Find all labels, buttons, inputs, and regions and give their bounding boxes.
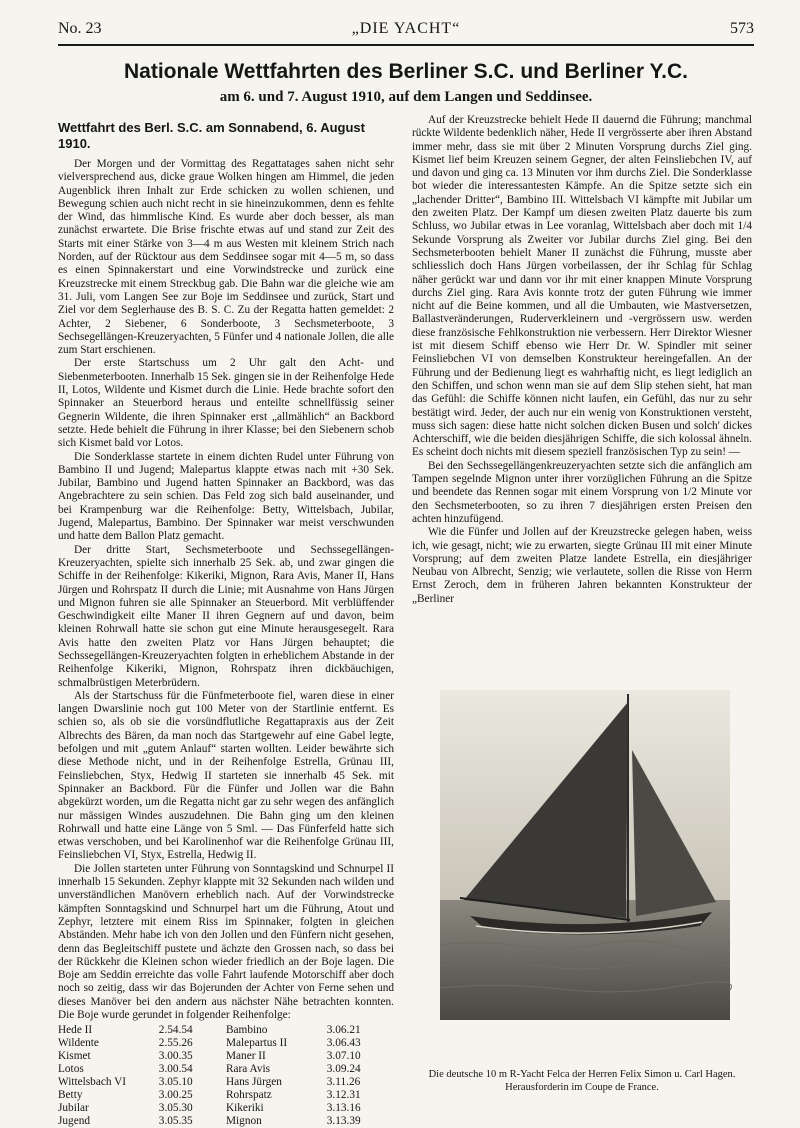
- paragraph: Bei den Sechssegellängenkreuzeryachten setzte sich die anfänglich am Tampen segelnde Mignon unter ihrer vorzüglichen Führung an die Spitze und beendete das Rennen sogar mit einem Vorsprung von 1/2 Minute vor den Sechsmeterbooten, so zu ihren 7 diesjährigen ersten Preisen den achten hinzufügend.: [412, 459, 752, 525]
- header-rule: [58, 44, 754, 46]
- boat-name: Hede II: [58, 1024, 93, 1037]
- rounding-time: 3.06.21: [326, 1024, 361, 1037]
- rounding-time: 3.00.54: [158, 1063, 193, 1076]
- rounding-time: 2.54.54: [158, 1024, 193, 1037]
- boat-name: Bambino: [225, 1024, 268, 1037]
- boat-name: Kismet: [58, 1050, 91, 1063]
- boat-name: Rohrspatz: [225, 1089, 272, 1102]
- table-row: [58, 1037, 394, 1050]
- article-subtitle: am 6. und 7. August 1910, auf dem Langen und Seddinsee.: [219, 89, 593, 105]
- boat-name: Kikeriki: [225, 1102, 264, 1115]
- rounding-time: 3.00.35: [158, 1050, 193, 1063]
- paragraph: Als der Startschuss für die Fünfmeterboote fiel, waren diese in einer langen Dwarslinie noch gut 100 Meter von der Startlinie entfernt. Es schien so, als ob sie die vorsündflutliche Regattapraxis aus der Zeit Albrechts des Bären, da man noch das Startgewehr auf eine Gabel legte, befolgen und mit „gutem Anlauf“ starten wollten. Leider bewährte sich diese Methode nicht, und in der Reihenfolge Estrella, Grünau III, Feinsliebchen, Styx, Hedwig II starteten sie innerhalb 45 Sek. mit Spinnaker an Backbord. Für die Fünfer und Jollen war die Bahn abgekürzt worden, um die Regatta nicht gar zu sehr wegen des anfänglich nur mässigen Windes auszudehnen. Die Bahn ging um den kleinen Rohrwall und hatte eine Länge von 5 Sml. — Das Fünferfeld hatte sich etwas verschoben, und bei Karolinenhof war die Reihenfolge Grünau III, Feinsliebchen VI, Styx, Estrella, Hedwig II.: [58, 689, 394, 862]
- boat-name: Mignon: [225, 1115, 262, 1128]
- table-row: [58, 1089, 394, 1102]
- rounding-time: 3.13.16: [326, 1102, 361, 1115]
- rounding-time: 3.07.10: [326, 1050, 361, 1063]
- issue-number: No. 23: [58, 20, 102, 37]
- boat-name: Wittelsbach VI: [58, 1076, 127, 1089]
- table-row: [58, 1024, 394, 1037]
- rounding-time: 3.05.10: [158, 1076, 193, 1089]
- yacht-photograph: [440, 690, 730, 1020]
- rounding-time: 3.12.31: [326, 1089, 361, 1102]
- paragraph: Der Morgen und der Vormittag des Regattatages sahen nicht sehr vielversprechend aus, dicke graue Wolken hingen am Himmel, die jeden Augenblick ihren Inhalt zur Erde schicken zu wollen schienen, und Bewegung schien auch nicht recht in sie hineinzukommen, denn es fehlte der Wind, das himmlische Kind. Es wurde aber doch besser, als man zunächst erwartete. Die Brise frischte etwas auf und stand zur Zeit des Starts mit einer Stärke von 3—4 m aus Westen mit kleinem Strich nach Norden, auf der Rücktour aus dem Seddinsee sogar mit 4—5 m, so dass es einen Spinnakerstart und eine Vorwindstrecke und zurück eine Kreuzstrecke mit einem Streckbug gab. Die Bahn war die gleiche wie am 31. Juli, vom Langen See zur Boje im Seddinsee und zurück, Start und Ziel vor dem Seglerhause des B. S. C. Zu der Regatta hatten gemeldet: 2 Achter, 2 Siebener, 6 Sonderboote, 3 Sechsmeterboote, 3 Sechsegellängen-Kreuzeryachten, 5 Fünfer und 4 nationale Jollen, die alle zum Start erschienen.: [58, 158, 394, 357]
- table-row: [58, 1050, 394, 1063]
- rounding-time: 3.13.39: [326, 1115, 361, 1128]
- boat-name: Betty: [58, 1089, 83, 1102]
- boat-name: Lotos: [58, 1063, 84, 1076]
- boat-name: Jugend: [58, 1115, 91, 1128]
- table-row: [58, 1076, 394, 1089]
- article-title: Nationale Wettfahrten des Berliner S.C. und Berliner Y.C.: [123, 60, 689, 83]
- figure-caption: [412, 1068, 752, 1094]
- table-row: [58, 1102, 394, 1115]
- figure-caption-line-1: Die deutsche 10 m R-Yacht Felca der Herren Felix Simon u. Carl Hagen.: [428, 1069, 736, 1080]
- boje-results-table: [58, 1024, 394, 1128]
- paragraph: Der dritte Start, Sechsmeterboote und Sechssegellängen-Kreuzeryachten, spielte sich innerhalb 25 Sek. ab, und zwar gingen die Schiffe in der Reihenfolge: Kikeriki, Mignon, Rara Avis, Maner II, Hans Jürgen und Rohrspatz II durch die Linie; mit Ausnahme von Hans Jürgen und Mignon fuhren sie alle Spinnaker an Steuerbord. Mit verblüffender Geschwindigkeit eilte Maner II ihren Gegnern auf und davon, beim kleinen Rohrwall hatte sie schon gut eine Minute herausgesegelt. Rara Avis hatte den zweiten Platz vor Hans Jürgen behauptet; die Sechssegellängen-Kreuzeryachten folgten in erheblichem Abstande in der Reihenfolge Kikeriki, Mignon, Rohrspatz ihren dickbäuchigen, schmalbrüstigen Meterbrüdern.: [58, 543, 394, 689]
- paragraph: Die Sonderklasse startete in einem dichten Rudel unter Führung von Bambino II und Jugend; Malepartus klappte etwas nach mit +30 Sek. Jubilar, Bambino und Jugend hatten Spinnaker an Backbord, was das Angebrachtere zu sein schien. Das Feld zog sich bald auseinander, und bei Krampenburg war die Reihenfolge: Betty, Wittelsbach, Jubilar, Jugend, Malepartus, Bambino. Der Spinnaker war meist verschwunden und hatte dem Ballon Platz gemacht.: [58, 450, 394, 543]
- table-row: [58, 1063, 394, 1076]
- rounding-time: 3.00.25: [158, 1089, 193, 1102]
- boat-name: Malepartus II: [225, 1037, 288, 1050]
- rounding-time: 3.06.43: [326, 1037, 361, 1050]
- rounding-time: 3.05.35: [158, 1115, 193, 1128]
- paragraph: Auf der Kreuzstrecke behielt Hede II dauernd die Führung; manchmal rückte Wildente bedenklich näher, Hede II vergrösserte aber ihren Abstand immer mehr, dass sie mit über 2 Minuten Vorsprung durchs Ziel ging. Kismet lief beim Kreuzen seinem Gegner, der alten Feinsliebchen IV, auf und davon und ging ca. 13 Minuten vor ihm durchs Ziel. Die Sonderklasse bot wieder die interessantesten Kämpfe. An die Spitze setzte sich ein „lachender Dritter“, Bambino III. Wittelsbach VI kämpfte mit Jubilar um den zweiten Platz. Der Kampf um diesen zweiten Platz dauerte bis zum Schluss, wo Jubilar etwas in Lee voranlag, Wittelsbach aber doch mit 1/4 Sekunde Vorsprung als Zweiter vor Jubilar durchs Ziel ging. Bei den Sechsmeterbooten behielt Maner II zunächst die Führung, musste aber schliesslich doch Hans Jürgen vorbeilassen, der ihr Schlag für Schlag näher gerückt war und dann vor ihr mit einer knappen Minute Vorsprung durchs Ziel ging. Rara Avis konnte trotz der guten Führung wie immer nicht auf die Beine kommen, und all die Umbauten, wie Mastversetzen, Ballastveränderungen, Ruderverkleinern und -vergrössern usw. werden diese französische Fehlkonstruktion nie verbessern. Herr Direktor Wiesner ist mit diesem Schiff ebenso wie Herr Dr. W. Spindler mit seiner Feinsliebchen VI von demselben Konstrukteur hereingefallen. An der Führung und der Bedienung liegt es wahrhaftig nicht, es liegt lediglich an den Schiffen, und schon wenn man sie auf dem Slip stehen sieht, hat man das Gefühl: die Schiffe können nicht laufen, ein Gefühl, das nur zu sehr bestätigt wird. Jeder, der auch nur ein wenig von Konstruktionen versteht, muss sich sagen: diese hatte nicht solchen dicken Busen und solch' dickes Achterschiff, wie die beiden diesjährigen Schiffe, die sich kolossal ähneln. Es scheint doch nichts mit diesem speziell französischen Typ zu sein! —: [412, 114, 752, 459]
- paragraph: Der erste Startschuss um 2 Uhr galt den Acht- und Siebenmeterbooten. Innerhalb 15 Sek. gingen sie in der Reihenfolge Hede II, Lotos, Wildente und Kismet durch die Linie. Hede brachte sofort den Spinnaker an Steuerbord heraus und enteilte schnellfüssig seiner Gegnerin Wildente, die ihren Spinnaker erst „allmählich“ an Backbord setzte. Hede behielt die Führung in ihrer Klasse; bei den Siebenern schob sich Kismet bald vor Lotos.: [58, 357, 394, 450]
- boat-name: Rara Avis: [225, 1063, 271, 1076]
- left-column: [58, 114, 394, 1128]
- figure-caption-line-2: Herausforderin im Coupe de France.: [505, 1082, 659, 1093]
- boat-name: Wildente: [58, 1037, 99, 1050]
- journal-name: „DIE YACHT“: [351, 20, 461, 37]
- rounding-time: 2.55.26: [158, 1037, 193, 1050]
- boat-name: Maner II: [225, 1050, 266, 1063]
- sailboat-illustration: [440, 690, 730, 1020]
- running-head: [58, 20, 754, 42]
- boat-name: Jubilar: [58, 1102, 89, 1115]
- rounding-time: 3.05.30: [158, 1102, 193, 1115]
- paragraph: Die Jollen starteten unter Führung von Sonntagskind und Schnurpel II innerhalb 15 Sekunden. Zephyr klappte mit 32 Sekunden nach wilden und unverständlichen Manövern erheblich nach. Auf der Vorwindstrecke kämpften Sonntagskind und Schnurpel hart um die Führung, Atout und Zephyr, letztere mit einem Riss im Spinnaker, folgten in gleichen Abständen. Mehr habe ich von den Jollen und den Fünfern nicht gesehen, denn das Begleitschiff pustete und ächzte den Grossen nach, so dass bei der Rückkehr die Kleinen schon wieder friedlich an der Boje lagen. Die Boje am Seddin erreichte das volle Fahrt laufende Motorschiff aber doch noch so zeitig, dass wir das Bojerunden der Achter von Ferne sehen und dieses Manöver bei den andern aus nächster Nähe betrachten konnten. Die Boje wurde gerundet in folgender Reihenfolge:: [58, 862, 394, 1021]
- page-number: 573: [730, 20, 754, 37]
- boat-name: Hans Jürgen: [225, 1076, 282, 1089]
- rounding-time: 3.09.24: [326, 1063, 361, 1076]
- table-row: [58, 1115, 394, 1128]
- rounding-time: 3.11.26: [326, 1076, 361, 1089]
- paragraph: Wie die Fünfer und Jollen auf der Kreuzstrecke gelegen haben, weiss ich, wie gesagt, nicht; wie zu erwarten, siegte Grünau III mit einer Minute Vorsprung; auf dem zweiten Platze landete Estrella, ein diesjähriger Neubau von Albrecht, Senzig; wie verlautete, sollen die Risse von Herrn Ernst Zeroch, dem in früheren Jahren bekannten Konstrukteur der „Berliner: [412, 526, 752, 605]
- section-heading: Wettfahrt des Berl. S.C. am Sonnabend, 6. August 1910.: [58, 120, 365, 151]
